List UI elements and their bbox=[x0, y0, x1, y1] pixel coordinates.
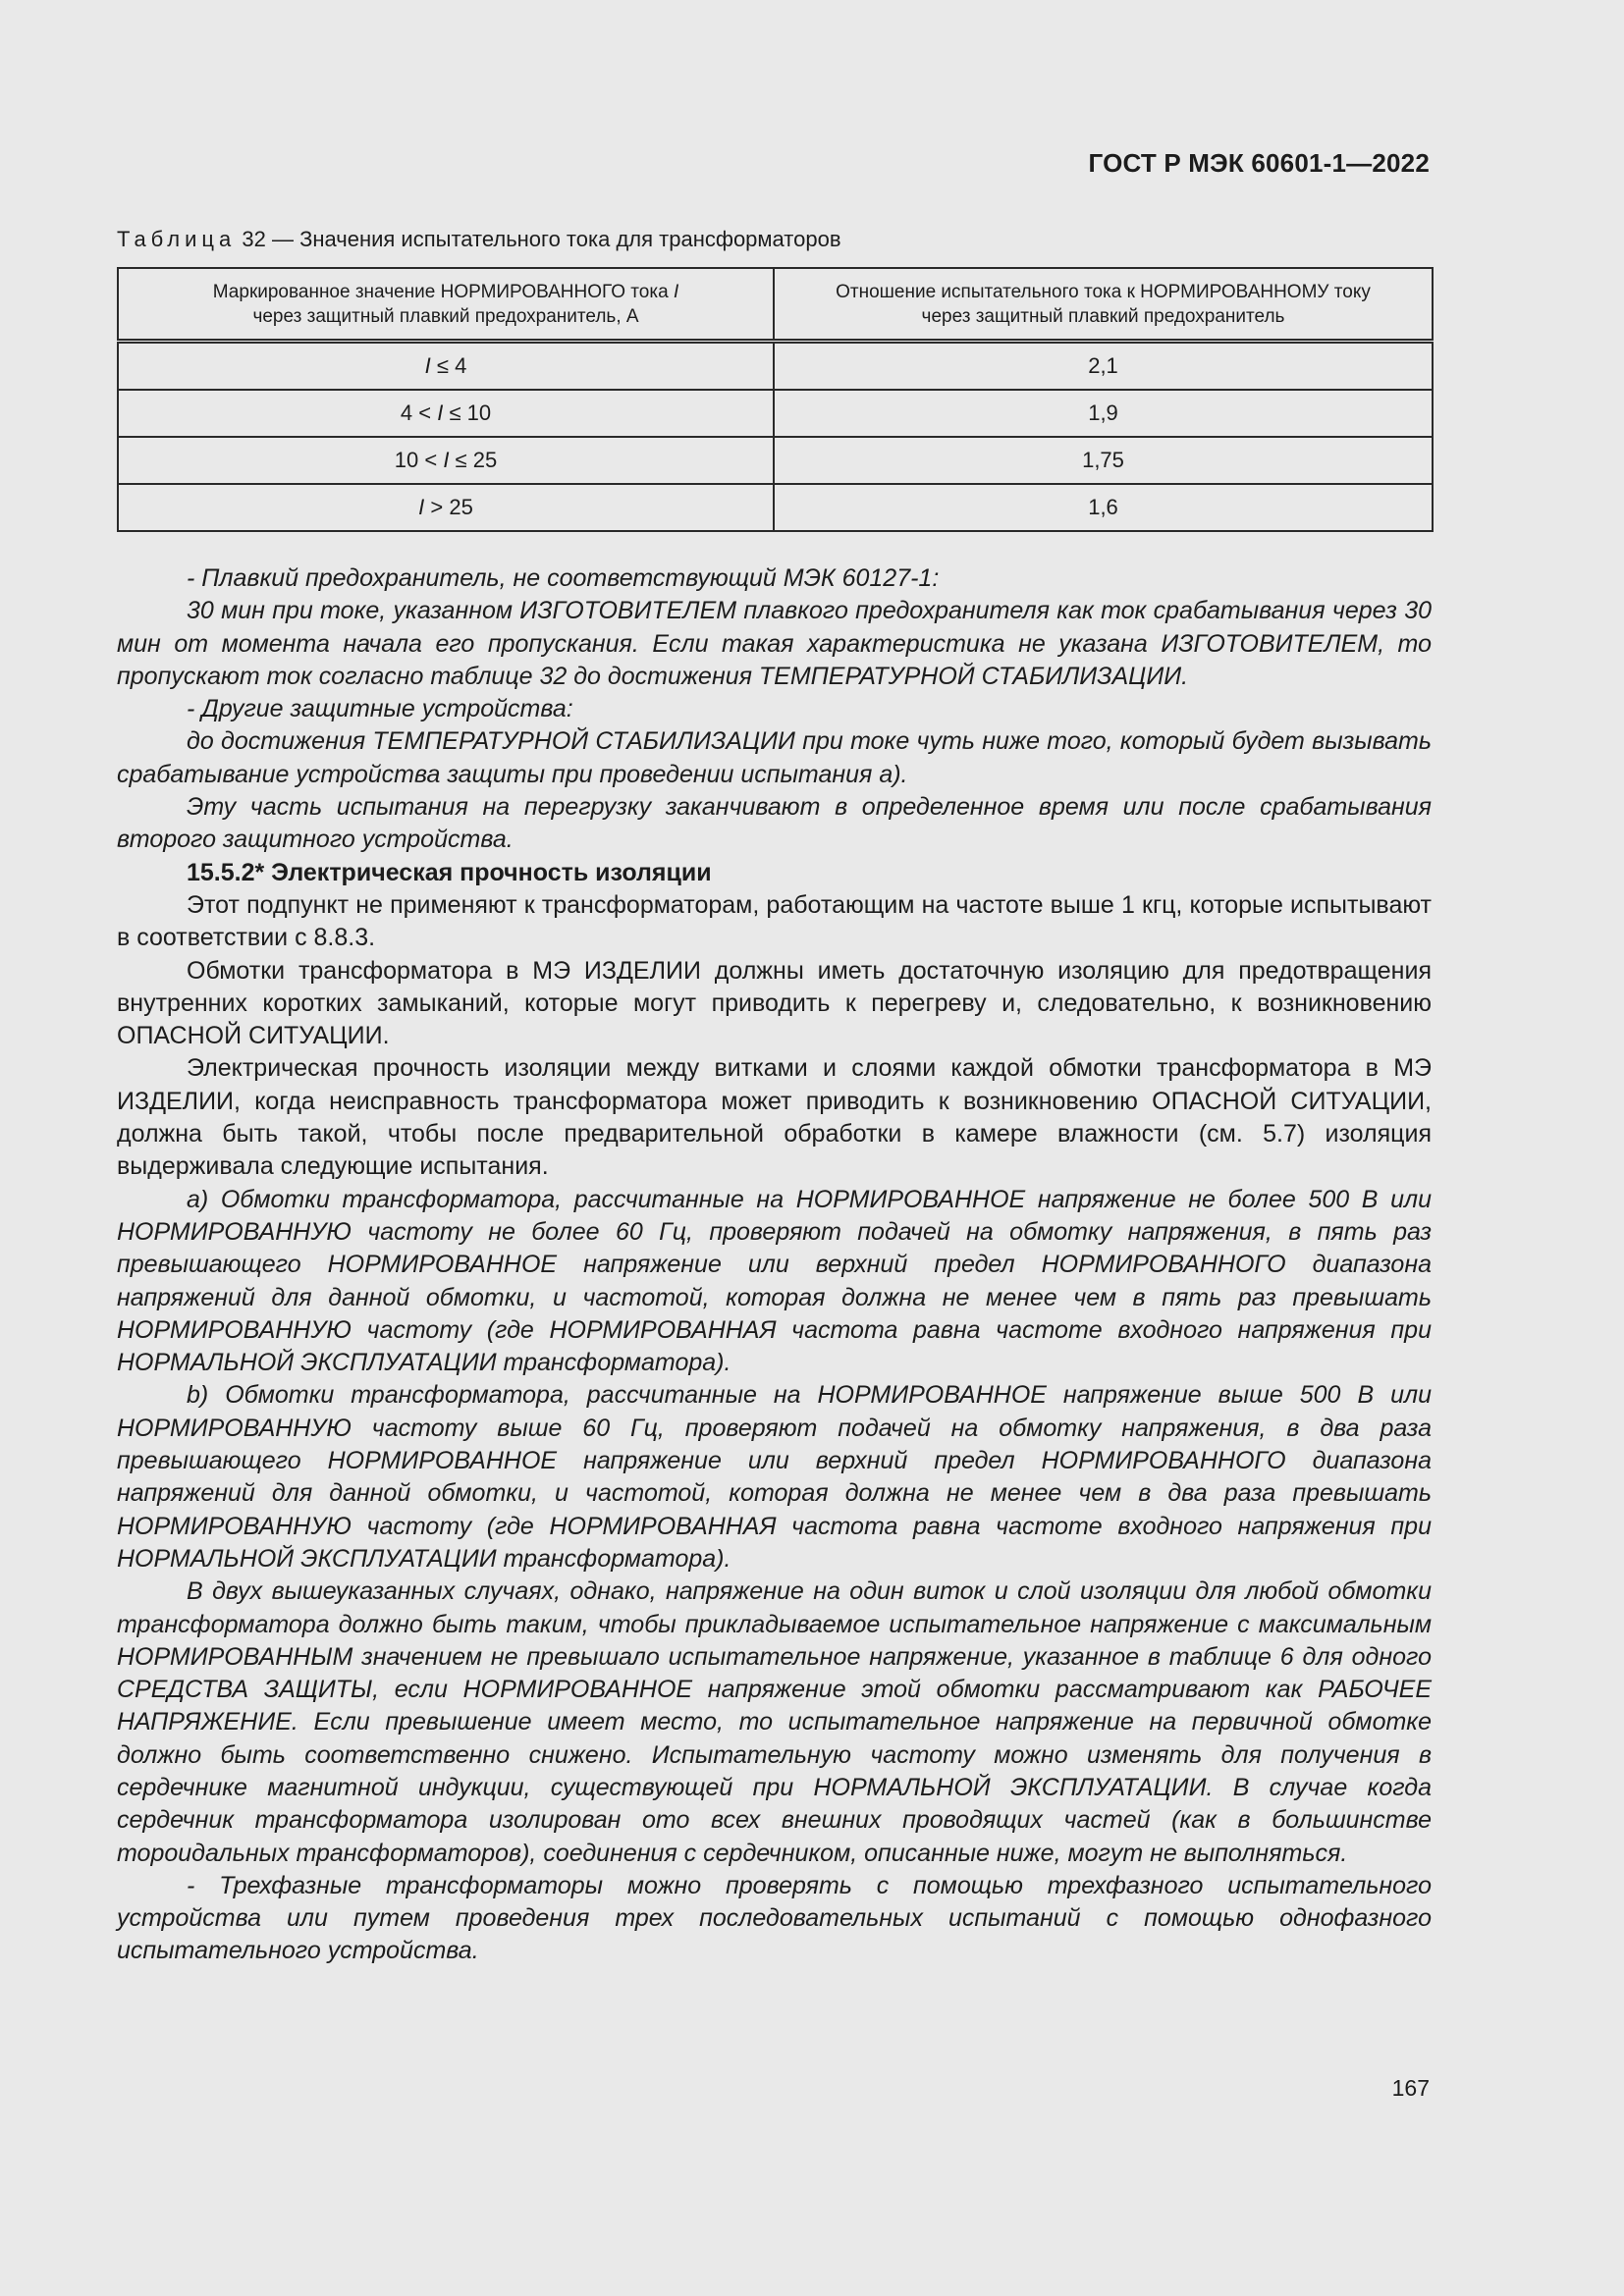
document-code-header: ГОСТ Р МЭК 60601-1—2022 bbox=[1088, 148, 1430, 178]
paragraph-other-devices: - Другие защитные устройства: bbox=[187, 695, 573, 723]
rated-current-cell: I > 25 bbox=[118, 484, 774, 531]
paragraph-scope: Этот подпункт не применяют к трансформаторам, работающим на частоте выше 1 кгц, которые испытывают в соответствии с 8.8.3. bbox=[117, 890, 1432, 952]
table-row bbox=[118, 390, 1433, 437]
table-header-row bbox=[118, 268, 1433, 342]
column-header-rated-current: Маркированное значение НОРМИРОВАННОГО тока I через защитный плавкий предохранитель, А bbox=[118, 268, 774, 342]
paragraph-windings: Обмотки трансформатора в МЭ ИЗДЕЛИИ должны иметь достаточную изоляцию для предотвращения внутренних коротких замыканий, которые могут приводить к перегреву и, следовательно, к возникновению ОПАСНОЙ СИТУАЦИИ. bbox=[117, 956, 1432, 1050]
page-number: 167 bbox=[1391, 2075, 1430, 2101]
paragraph-overload-end: Эту часть испытания на перегрузку заканчивают в определенное время или после срабатывания второго защитного устройства. bbox=[117, 793, 1432, 854]
ratio-cell: 1,9 bbox=[774, 390, 1433, 437]
table-row bbox=[118, 484, 1433, 531]
paragraph-fuse-30min: 30 мин при токе, указанном ИЗГОТОВИТЕЛЕМ плавкого предохранителя как ток срабатывания через 30 мин от момента начала его пропускания. Если такая характеристика не указана ИЗГОТОВИТЕЛЕМ, то пропускают ток согласно таблице 32 до достижения ТЕМПЕРАТУРНОЙ СТАБИЛИЗАЦИИ. bbox=[117, 597, 1432, 690]
rated-current-cell: I ≤ 4 bbox=[118, 342, 774, 391]
test-current-table bbox=[117, 267, 1434, 532]
paragraph-item-a: a) Обмотки трансформатора, рассчитанные на НОРМИРОВАННОЕ напряжение не более 500 В или НОРМИРОВАННУЮ частоту не более 60 Гц, проверяют подачей на обмотку напряжения, в пять раз превышающего НОРМИРОВАННОЕ напряжение или верхний предел НОРМИРОВАННОГО диапазона напряжений для данной обмотки, и частотой, которая должна не менее чем в пять раз превышать НОРМИРОВАННУЮ частоту (где НОРМИРОВАННАЯ частота равна частоте входного напряжения при НОРМАЛЬНОЙ ЭКСПЛУАТАЦИИ трансформатора). bbox=[117, 1185, 1432, 1377]
table-caption bbox=[117, 227, 841, 252]
paragraph-thermal-stabilization: до достижения ТЕМПЕРАТУРНОЙ СТАБИЛИЗАЦИИ при токе чуть ниже того, который будет вызывать срабатывание устройства защиты при проведении испытания а). bbox=[117, 727, 1432, 788]
column-header-current-ratio: Отношение испытательного тока к НОРМИРОВАННОМУ току через защитный плавкий предохранитель bbox=[774, 268, 1433, 342]
section-heading: 15.5.2* Электрическая прочность изоляции bbox=[187, 858, 712, 886]
paragraph-both-cases: В двух вышеуказанных случаях, однако, напряжение на один виток и слой изоляции для любой обмотки трансформатора должно быть таким, чтобы прикладываемое испытательное напряжение с максимальным НОРМИРОВАННЫМ значением не превышало испытательное напряжение, указанное в таблице 6 для одного СРЕДСТВА ЗАЩИТЫ, если НОРМИРОВАННОЕ напряжение этой обмотки рассматривают как РАБОЧЕЕ НАПРЯЖЕНИЕ. Если превышение имеет место, то испытательное напряжение на первичной обмотке должно быть соответственно снижено. Испытательную частоту можно изменять для получения в сердечнике магнитной индукции, существующей при НОРМАЛЬНОЙ ЭКСПЛУАТАЦИИ. В случае когда сердечник трансформатора изолирован ото всех внешних проводящих частей (как в большинстве тороидальных трансформаторов), соединения с сердечником, описанные ниже, могут не выполняться. bbox=[117, 1577, 1432, 1867]
table-caption-text: 32 — Значения испытательного тока для трансформаторов bbox=[236, 227, 841, 251]
paragraph-item-b: b) Обмотки трансформатора, рассчитанные на НОРМИРОВАННОЕ напряжение выше 500 В или НОРМИРОВАННУЮ частоту выше 60 Гц, проверяют подачей на обмотку напряжения, в два раза превышающего НОРМИРОВАННОЕ напряжение или верхний предел НОРМИРОВАННОГО диапазона напряжений для данной обмотки, и частотой, которая должна не менее чем в два раза превышать НОРМИРОВАННУЮ частоту (где НОРМИРОВАННАЯ частота равна частоте входного напряжения при НОРМАЛЬНОЙ ЭКСПЛУАТАЦИИ трансформатора). bbox=[117, 1381, 1432, 1573]
ratio-cell: 1,75 bbox=[774, 437, 1433, 484]
table-row bbox=[118, 342, 1433, 391]
ratio-cell: 1,6 bbox=[774, 484, 1433, 531]
paragraph-fuse-noncompliant: - Плавкий предохранитель, не соответствующий МЭК 60127-1: bbox=[187, 564, 940, 592]
paragraph-three-phase: - Трехфазные трансформаторы можно проверять с помощью трехфазного испытательного устройства или путем проведения трех последовательных испытаний с помощью однофазного испытательного устройства. bbox=[117, 1871, 1432, 1965]
table-row bbox=[118, 437, 1433, 484]
paragraph-dielectric-strength: Электрическая прочность изоляции между витками и слоями каждой обмотки трансформатора в МЭ ИЗДЕЛИИ, когда неисправность трансформатора может приводить к возникновению ОПАСНОЙ СИТУАЦИИ, должна быть такой, чтобы после предварительной обработки в камере влажности (см. 5.7) изоляция выдерживала следующие испытания. bbox=[117, 1054, 1432, 1181]
rated-current-cell: 10 < I ≤ 25 bbox=[118, 437, 774, 484]
ratio-cell: 2,1 bbox=[774, 342, 1433, 391]
body-text bbox=[117, 562, 1432, 1968]
table-caption-label: Таблица bbox=[117, 227, 237, 251]
rated-current-cell: 4 < I ≤ 10 bbox=[118, 390, 774, 437]
